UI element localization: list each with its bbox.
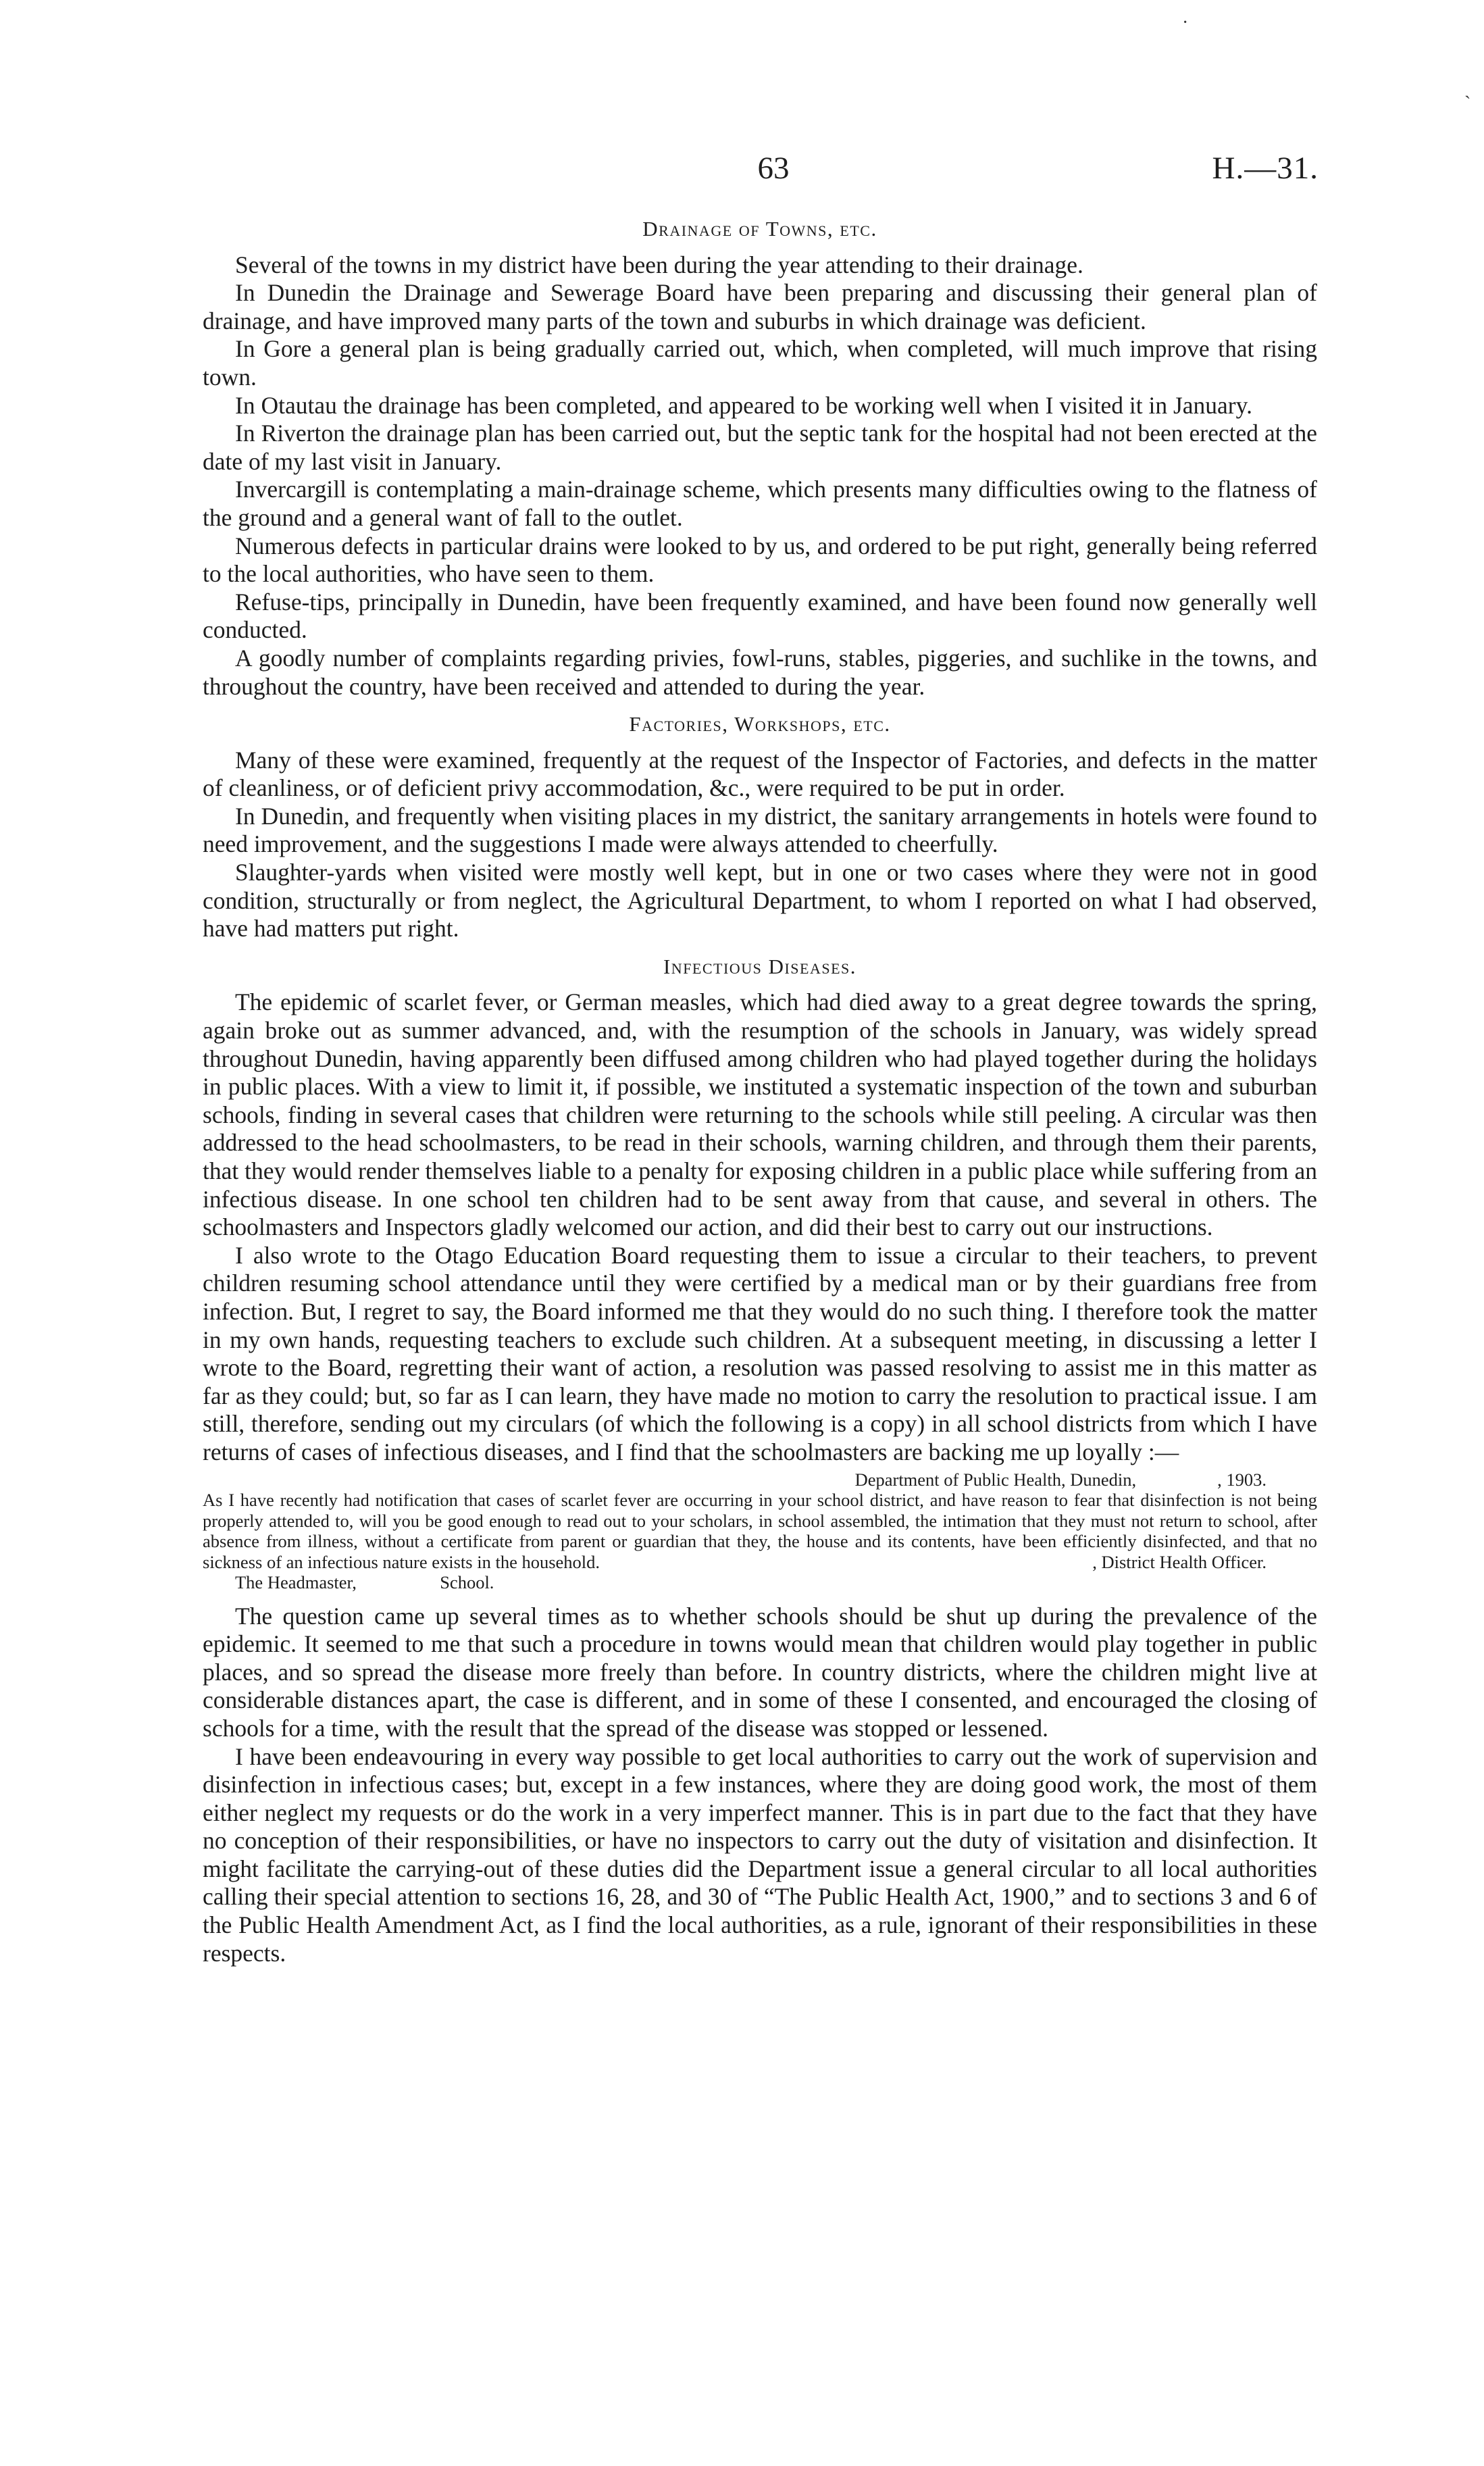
paragraph: A goodly number of complaints regarding privies, fowl-runs, stables, piggeries, and suchlike in the towns, and throughout the country, have been received and attended to during the year. (203, 644, 1317, 700)
circular-date: , 1903. (1217, 1469, 1266, 1490)
page-header (203, 150, 1319, 204)
document-reference: H.—31. (1212, 151, 1319, 186)
paragraph: Slaughter-yards when visited were mostly well kept, but in one or two cases where they were not in good condition, structurally or from neglect, the Agricultural Department, to whom I reported on what I had observed, have had matters put right. (203, 859, 1317, 942)
scan-speck: · (1182, 12, 1189, 33)
paragraph: In Dunedin the Drainage and Sewerage Board have been preparing and discussing their general plan of drainage, and have improved many parts of the town and suburbs in which drainage was deficient. (203, 279, 1317, 334)
body-text (203, 215, 1317, 1967)
paragraph: Several of the towns in my district have been during the year attending to their drainage. (235, 251, 1083, 278)
circular-addressee-title: The Headmaster, (235, 1572, 357, 1593)
circular-body: As I have recently had notification that cases of scarlet fever are occurring in your school district, and have reason to fear that disinfection is not being properly attended to, will you be good enough to read out to your scholars, in school assembled, the intimation that they must not return to school, after absence from illness, without a certificate from parent or guardian that they, the house and its contents, have been efficiently disinfected, and that no sickness of an infectious nature exists in the household. (203, 1490, 1317, 1572)
paragraph: Many of these were examined, frequently at the request of the Inspector of Factories, and defects in the matter of cleanliness, or of deficient privy accommodation, &c., were required to be put in order. (203, 746, 1317, 802)
paragraph: The question came up several times as to whether schools should be shut up during the prevalence of the epidemic. It seemed to me that such a procedure in towns would mean that children would play together in public places, and so spread the disease more freely than before. In country districts, where the children might live at considerable distances apart, the case is different, and in some of these I consented, and encouraged the closing of schools for a time, with the result that the spread of the disease was stopped or lessened. (203, 1602, 1317, 1742)
paragraph: I have been endeavouring in every way possible to get local authorities to carry out the work of supervision and disinfection in infectious cases; but, except in a few instances, where they are doing good work, the most of them either neglect my requests or do the work in a very imperfect manner. This is in part due to the fact that they have no conception of their responsibilities, or have no inspectors to carry out the duty of visitation and disinfection. It might facilitate the carrying-out of these duties did the Department issue a general circular to all local authorities calling their special attention to sections 16, 28, and 30 of “The Public Health Act, 1900,” and to sections 3 and 6 of the Public Health Amendment Act, as I find the local authorities, as a rule, ignorant of their responsibilities in these respects. (203, 1742, 1317, 1967)
circular-signature: , District Health Officer. (1092, 1551, 1266, 1572)
paragraph: In Dunedin, and frequently when visiting places in my district, the sanitary arrangements in hotels were found to need improvement, and the suggestions I made were always attended to cheerfully. (203, 802, 1317, 858)
paragraph: In Riverton the drainage plan has been carried out, but the septic tank for the hospital had not been erected at the date of my last visit in January. (203, 420, 1317, 475)
paragraph: The epidemic of scarlet fever, or German measles, which had died away to a great degree towards the spring, again broke out as summer advanced, and, with the resumption of the schools in January, was widely spread throughout Dunedin, having apparently been diffused among children who had played together during the holidays in public places. With a view to limit it, if possible, we instituted a systematic inspection of the town and suburban schools, finding in several cases that children were returning to the schools while still peeling. A circular was then addressed to the head schoolmasters, to be read in their schools, warning children, and through them their parents, that they would render themselves liable to a penalty for exposing children in a public place while suffering from an infectious disease. In one school ten children had to be sent away from that cause, and several in others. The schoolmasters and Inspectors gladly welcomed our action, and did their best to carry out our instructions. (203, 988, 1317, 1241)
paragraph: Numerous defects in particular drains were looked to by us, and ordered to be put right, generally being referred to the local authorities, who have seen to them. (203, 532, 1317, 588)
paragraph: In Gore a general plan is being gradually carried out, which, when completed, will much improve that rising town. (203, 335, 1317, 391)
section-heading-factories: Factories, Workshops, etc. (629, 712, 891, 736)
paragraph: In Otautau the drainage has been completed, and appeared to be working well when I visited it in January. (235, 391, 1252, 419)
section-heading-infectious: Infectious Diseases. (663, 954, 857, 978)
circular-addressee (203, 1572, 1317, 1593)
scan-speck: ˴ (1464, 84, 1471, 105)
circular-dateline (203, 1469, 1317, 1490)
section-heading-drainage: Drainage of Towns, etc. (642, 217, 877, 241)
circular-copy (203, 1469, 1317, 1593)
circular-school: School. (440, 1572, 494, 1593)
paragraph: Refuse-tips, principally in Dunedin, have been frequently examined, and have been found now generally well conducted. (203, 588, 1317, 644)
circular-department: Department of Public Health, Dunedin, (854, 1469, 1137, 1490)
paragraph: I also wrote to the Otago Education Board requesting them to issue a circular to their teachers, to prevent children resuming school attendance until they were certified by a medical man or by their guardians free from infection. But, I regret to say, the Board informed me that they would do no such thing. I therefore took the matter in my own hands, requesting teachers to exclude such children. At a subsequent meeting, in discussing a letter I wrote to the Board, regretting their want of action, a resolution was passed resolving to assist me in this matter as far as they could; but, so far as I can learn, they have made no motion to carry the resolution to practical issue. I am still, therefore, sending out my circulars (of which the following is a copy) in all school districts from which I have returns of cases of infectious diseases, and I find that the schoolmasters are backing me up loyally :— (203, 1241, 1317, 1465)
paragraph: Invercargill is contemplating a main-drainage scheme, which presents many difficulties owing to the flatness of the ground and a general want of fall to the outlet. (203, 476, 1317, 531)
page-number: 63 (757, 151, 790, 186)
